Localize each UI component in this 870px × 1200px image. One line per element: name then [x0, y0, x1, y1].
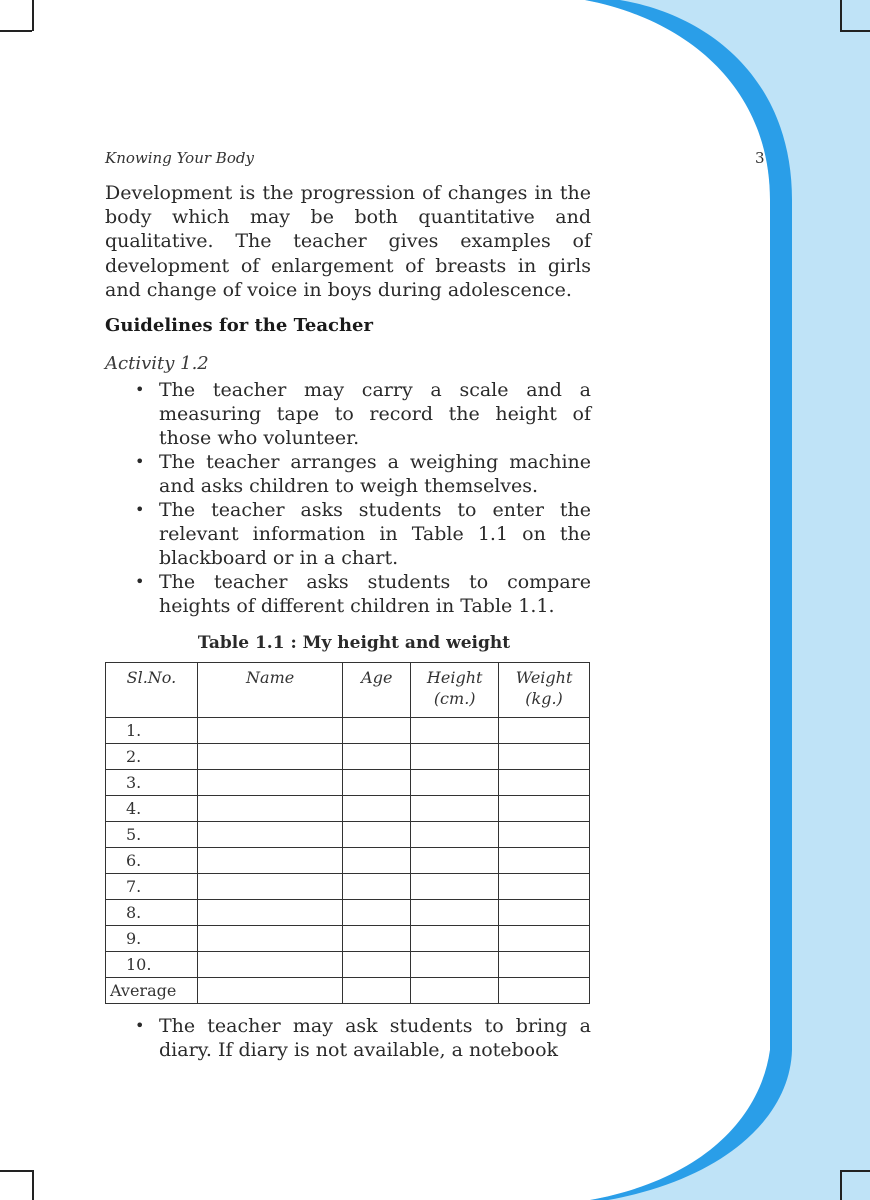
bullet-list-continued [105, 1014, 591, 1062]
table-row [106, 848, 590, 874]
table-row [106, 796, 590, 822]
column-header: Weight (kg.) [499, 663, 590, 718]
table-cell[interactable] [411, 900, 499, 926]
height-weight-table [105, 662, 590, 1004]
table-header-row [106, 663, 590, 718]
table-cell[interactable] [411, 952, 499, 978]
table-cell[interactable] [411, 770, 499, 796]
table-cell[interactable] [197, 926, 343, 952]
table-cell[interactable] [197, 770, 343, 796]
row-number: 6. [106, 848, 198, 874]
list-item [135, 378, 591, 450]
table-cell[interactable] [343, 926, 411, 952]
table-cell[interactable] [499, 874, 590, 900]
row-number: 9. [106, 926, 198, 952]
crop-mark [840, 1170, 870, 1172]
table-row [106, 718, 590, 744]
table-cell[interactable] [197, 952, 343, 978]
table-cell[interactable] [499, 796, 590, 822]
table-cell[interactable] [197, 744, 343, 770]
row-number: 7. [106, 874, 198, 900]
list-item-text: The teacher asks students to enter the relevant information in Table 1.1 on the blackboard or in a chart. [159, 499, 591, 570]
row-number: 3. [106, 770, 198, 796]
table-row [106, 952, 590, 978]
bullet-icon: • [135, 452, 145, 472]
table-cell[interactable] [411, 926, 499, 952]
average-label: Average [106, 978, 198, 1004]
table-cell[interactable] [499, 718, 590, 744]
table-row [106, 770, 590, 796]
table-cell[interactable] [411, 874, 499, 900]
bullet-icon: • [135, 380, 145, 400]
section-heading: Guidelines for the Teacher [105, 315, 373, 337]
table-cell[interactable] [411, 744, 499, 770]
crop-mark [840, 30, 870, 32]
table-cell[interactable] [499, 926, 590, 952]
column-header: Name [197, 663, 343, 718]
margin-band-fill [585, 0, 870, 1200]
list-item [135, 1014, 591, 1062]
row-number: 4. [106, 796, 198, 822]
table-cell[interactable] [343, 822, 411, 848]
table-cell[interactable] [343, 900, 411, 926]
table-cell[interactable] [499, 770, 590, 796]
table-row [106, 744, 590, 770]
column-header: Age [343, 663, 411, 718]
table-cell[interactable] [499, 900, 590, 926]
table-cell[interactable] [499, 952, 590, 978]
crop-mark [840, 0, 842, 31]
table-row [106, 900, 590, 926]
table-cell[interactable] [197, 796, 343, 822]
crop-mark [840, 1170, 842, 1200]
table-cell[interactable] [197, 822, 343, 848]
table-row [106, 874, 590, 900]
table-cell[interactable] [197, 900, 343, 926]
row-number: 1. [106, 718, 198, 744]
table-cell[interactable] [411, 848, 499, 874]
crop-mark [32, 1170, 34, 1200]
table-cell[interactable] [499, 848, 590, 874]
table-cell[interactable] [499, 978, 590, 1004]
list-item-text: The teacher may carry a scale and a measuring tape to record the height of those who volunteer. [159, 379, 591, 450]
list-item-text: The teacher arranges a weighing machine and asks children to weigh themselves. [159, 451, 591, 498]
activity-label: Activity 1.2 [105, 353, 209, 375]
table-cell[interactable] [343, 952, 411, 978]
table-cell[interactable] [499, 744, 590, 770]
row-number: 10. [106, 952, 198, 978]
table-cell[interactable] [197, 848, 343, 874]
bullet-icon: • [135, 500, 145, 520]
table-cell[interactable] [197, 718, 343, 744]
list-item [135, 498, 591, 570]
crop-mark [32, 0, 34, 31]
intro-paragraph: Development is the progression of changes in the body which may be both quantitative and qualitative. The teacher gives examples of development of enlargement of breasts in girls and change of voice in boys during adolescence. [105, 182, 591, 301]
table-cell[interactable] [411, 822, 499, 848]
running-head: Knowing Your Body [105, 149, 254, 167]
list-item-text: The teacher asks students to compare heights of different children in Table 1.1. [159, 571, 591, 618]
table-cell[interactable] [197, 874, 343, 900]
table-cell[interactable] [343, 874, 411, 900]
column-header: Height (cm.) [411, 663, 499, 718]
crop-mark [0, 1170, 32, 1172]
crop-mark [0, 30, 32, 32]
bullet-icon: • [135, 572, 145, 592]
list-item [135, 570, 591, 618]
table-cell[interactable] [343, 848, 411, 874]
page-content [105, 181, 591, 1062]
table-cell[interactable] [343, 744, 411, 770]
table-cell[interactable] [343, 796, 411, 822]
page-number: 3 [755, 149, 765, 167]
table-cell[interactable] [411, 796, 499, 822]
table-cell[interactable] [343, 978, 411, 1004]
column-header: Sl.No. [106, 663, 198, 718]
table-cell[interactable] [411, 718, 499, 744]
list-item-text: The teacher may ask students to bring a diary. If diary is not available, a notebook [159, 1015, 591, 1062]
table-cell[interactable] [343, 770, 411, 796]
table-cell[interactable] [499, 822, 590, 848]
table-cell[interactable] [343, 718, 411, 744]
row-number: 8. [106, 900, 198, 926]
list-item [135, 450, 591, 498]
table-caption: Table 1.1 : My height and weight [197, 633, 511, 654]
bullet-list [105, 378, 591, 618]
bullet-icon: • [135, 1016, 145, 1036]
margin-band-edge [585, 0, 792, 1200]
table-row [106, 822, 590, 848]
table-footer-row [106, 978, 590, 1004]
row-number: 2. [106, 744, 198, 770]
table-row [106, 926, 590, 952]
table-cell[interactable] [197, 978, 343, 1004]
table-cell[interactable] [411, 978, 499, 1004]
row-number: 5. [106, 822, 198, 848]
